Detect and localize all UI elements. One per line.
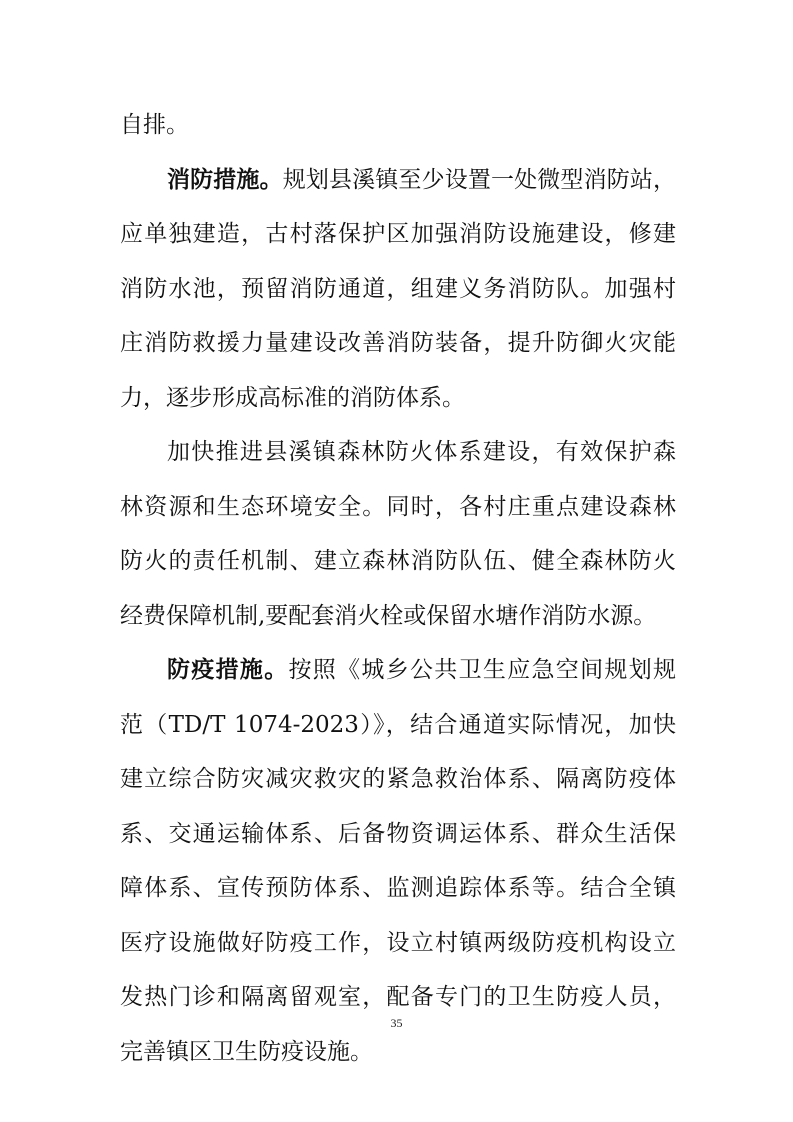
line-text: 防火的责任机制、建立森林消防队伍、健全森林防火 xyxy=(120,548,676,574)
line-text: 力，逐步形成高标准的消防体系。 xyxy=(120,384,465,411)
section-heading-fire: 消防措施。 xyxy=(167,165,283,193)
text-line xyxy=(120,807,676,862)
line-text: 林资源和生态环境安全。同时，各村庄重点建设森林 xyxy=(120,493,676,520)
text-line xyxy=(120,643,676,698)
page-number: 35 xyxy=(390,1016,403,1030)
text-line xyxy=(120,698,676,753)
line-text: 经费保障机制,要配套消火栓或保留水塘作消防水源。 xyxy=(120,602,657,629)
line-text: 发热门诊和隔离留观室，配备专门的卫生防疫人员， xyxy=(120,984,676,1010)
text-line xyxy=(120,153,676,208)
section-heading-epidemic: 防疫措施。 xyxy=(167,656,289,683)
line-text: 自排。 xyxy=(120,112,189,138)
line-text: 消防水池，预留消防通道，组建义务消防队。加强村 xyxy=(120,275,676,302)
line-text: 系、交通运输体系、后备物资调运体系、群众生活保 xyxy=(120,820,676,847)
line-text: 规划县溪镇至少设置一处微型消防站， xyxy=(282,166,677,193)
text-line xyxy=(120,1025,676,1080)
text-line xyxy=(120,262,676,317)
line-text: 加快推进县溪镇森林防火体系建设，有效保护森 xyxy=(167,439,676,465)
text-line xyxy=(120,316,676,371)
line-text: 建立综合防灾减灾救灾的紧急救治体系、隔离防疫体 xyxy=(120,766,676,792)
text-line xyxy=(120,207,676,262)
text-line xyxy=(120,752,676,807)
line-text: 障体系、宣传预防体系、监测追踪体系等。结合全镇 xyxy=(120,875,676,901)
text-line xyxy=(120,916,676,971)
line-text: 应单独建造，古村落保护区加强消防设施建设，修建 xyxy=(120,221,676,247)
line-text: 庄消防救援力量建设改善消防装备，提升防御火灾能 xyxy=(120,330,676,356)
text-line xyxy=(120,480,676,535)
text-line xyxy=(120,534,676,589)
line-text: 完善镇区卫生防疫设施。 xyxy=(120,1038,373,1065)
text-line xyxy=(120,425,676,480)
document-body xyxy=(120,98,676,1079)
text-line xyxy=(120,371,676,426)
text-line xyxy=(120,98,676,153)
text-line xyxy=(120,589,676,644)
line-text: 按照《城乡公共卫生应急空间规划规 xyxy=(288,657,677,683)
line-text: 范（TD/T 1074-2023）》，结合通道实际情况，加快 xyxy=(120,711,676,738)
line-text: 医疗设施做好防疫工作，设立村镇两级防疫机构设立 xyxy=(120,929,676,956)
text-line xyxy=(120,861,676,916)
